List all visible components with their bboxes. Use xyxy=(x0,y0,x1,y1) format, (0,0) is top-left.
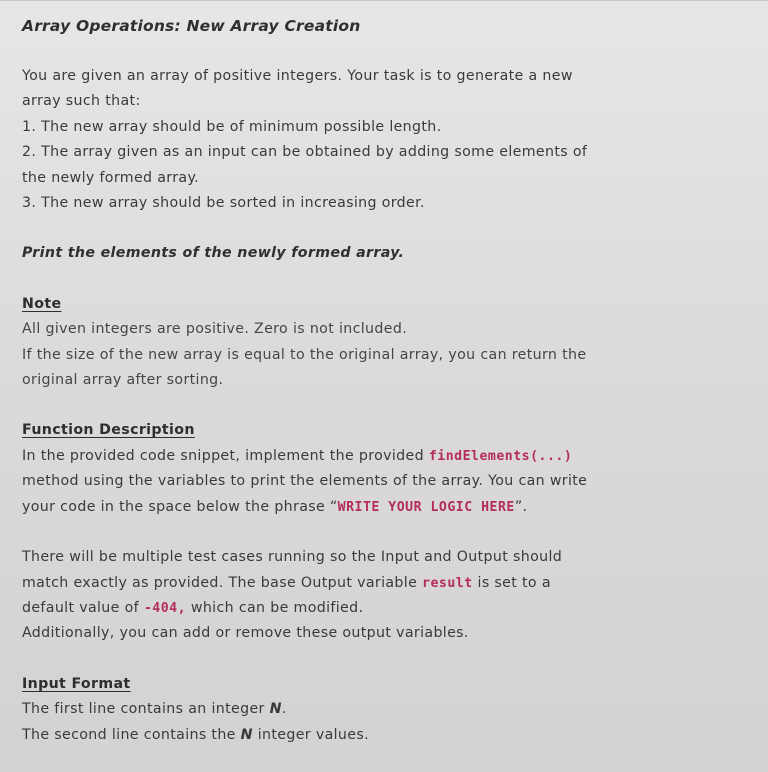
testing-line-2-suffix: is set to a xyxy=(472,574,551,591)
testing-line-3 xyxy=(22,596,747,621)
requirement-2-line-1: 2. The array given as an input can be obtained by adding some elements of xyxy=(22,144,588,161)
function-description-line-1-text: In the provided code snippet, implement the provided xyxy=(22,447,429,464)
input-format-line-2-suffix: integer values. xyxy=(252,726,369,743)
note-heading: Note xyxy=(22,295,62,312)
input-format-line-2-text: The second line contains the xyxy=(22,726,241,743)
testing-line-4: Additionally, you can add or remove these output variables. xyxy=(22,625,469,642)
input-format-line-1-text: The first line contains an integer xyxy=(22,701,270,718)
result-variable-code: result xyxy=(422,575,473,591)
requirement-1: 1. The new array should be of minimum possible length. xyxy=(22,118,442,135)
n-variable: N xyxy=(269,701,282,718)
input-format-line-1-suffix: . xyxy=(281,701,287,718)
spacer xyxy=(22,267,747,292)
n-variable: N xyxy=(240,726,253,743)
function-description-line-1 xyxy=(22,444,747,469)
function-description-line-3 xyxy=(22,495,747,520)
default-value-code: -404, xyxy=(143,600,187,616)
testing-line-3-suffix: which can be modified. xyxy=(186,599,364,616)
note-line-3: original array after sorting. xyxy=(22,372,224,389)
input-format-heading: Input Format xyxy=(22,675,131,692)
find-elements-code: findElements(...) xyxy=(428,448,573,464)
note-line-1: All given integers are positive. Zero is not included. xyxy=(22,321,408,338)
input-format-line-2 xyxy=(22,723,747,748)
testing-line-3-text: default value of xyxy=(22,599,144,616)
problem-content xyxy=(22,64,747,748)
requirement-3: 3. The new array should be sorted in increasing order. xyxy=(22,195,425,212)
testing-line-2 xyxy=(22,571,747,596)
spacer xyxy=(22,520,747,545)
function-description-line-3-text: your code in the space below the phrase “ xyxy=(22,498,338,515)
spacer xyxy=(22,216,747,241)
intro-line-2: array such that: xyxy=(22,93,141,110)
function-description-line-2: method using the variables to print the elements of the array. You can write xyxy=(22,473,588,490)
function-description-heading: Function Description xyxy=(22,422,195,439)
page-title: Array Operations: New Array Creation xyxy=(22,17,361,35)
requirement-2-line-2: the newly formed array. xyxy=(22,169,200,186)
testing-line-1: There will be multiple test cases running so the Input and Output should xyxy=(22,549,563,566)
spacer xyxy=(22,393,747,418)
note-line-2: If the size of the new array is equal to the original array, you can return the xyxy=(22,346,587,363)
write-logic-code: WRITE YOUR LOGIC HERE xyxy=(337,499,515,515)
testing-line-2-text: match exactly as provided. The base Output variable xyxy=(22,574,423,591)
spacer xyxy=(22,647,747,672)
function-description-line-3-suffix: ”. xyxy=(514,498,528,515)
intro-line-1: You are given an array of positive integers. Your task is to generate a new xyxy=(22,68,573,84)
print-instruction: Print the elements of the newly formed array. xyxy=(22,245,405,262)
input-format-line-1 xyxy=(22,697,747,722)
